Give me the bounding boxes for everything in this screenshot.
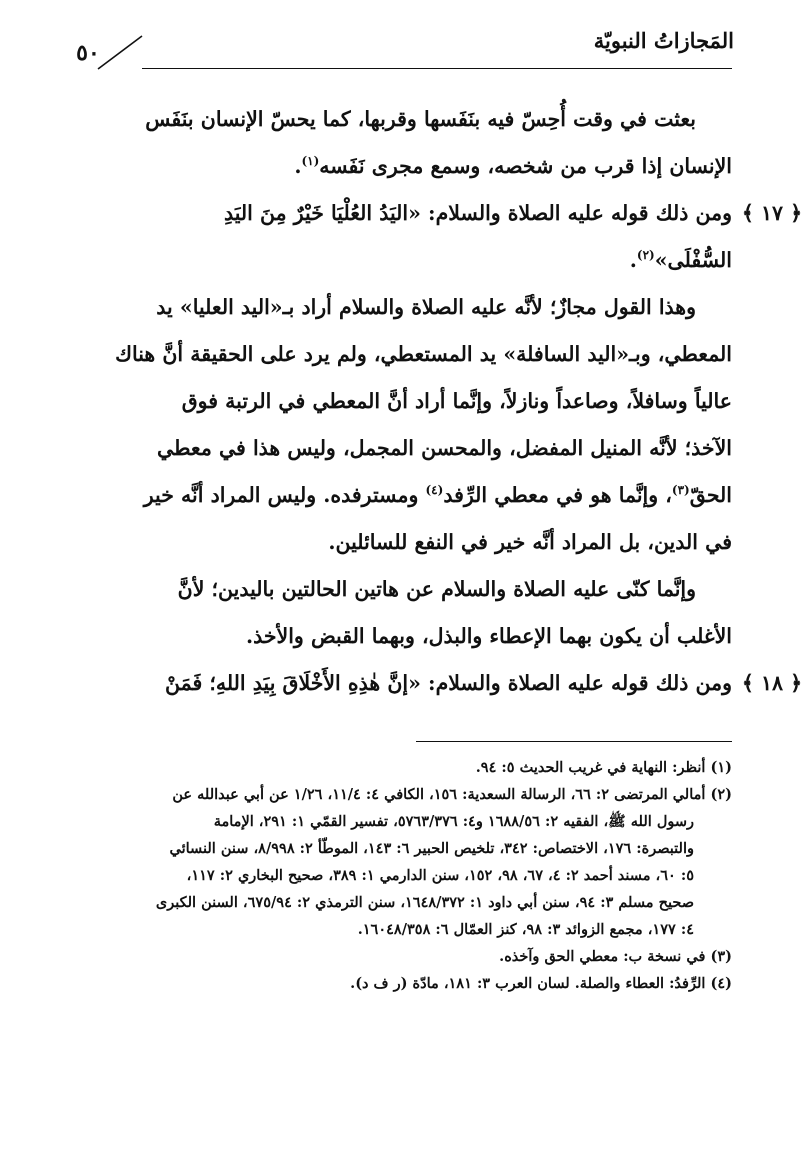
- page-number: ٥٠: [76, 40, 100, 66]
- footnotes: [74, 754, 732, 997]
- text-span: ومسترفده. وليس المراد أنَّه خير: [143, 483, 426, 507]
- text-span: ومن ذلك قوله عليه الصلاة والسلام: «: [408, 201, 732, 225]
- text-span: الإنسان إذا قرب من شخصه، وسمع مجرى نَفَسه: [319, 154, 732, 178]
- text-line: بعثت في وقت أُحِسّ فيه بنَفَسها وقربها، كما يحسّ الإنسان بنَفَس: [145, 107, 696, 131]
- footnote-2-cont: والتبصرة: ١٧٦، الاختصاص: ٣٤٢، تلخيص الحبير ٦: ١٤٣، الموطّأ ٢: ٨/٩٩٨، سنن النسائي: [169, 840, 694, 857]
- hadith-item-18: [80, 660, 803, 707]
- text-span: .: [294, 154, 302, 178]
- text-span: الحقّ: [689, 483, 732, 507]
- text-line: وهذا القول مجازٌ؛ لأنَّه عليه الصلاة والسلام أراد بـ«اليد العليا» يد: [156, 295, 696, 319]
- text-span: »: [654, 248, 668, 272]
- item-number: ﴿ ١٨ ﴾: [741, 671, 803, 695]
- text-line: [80, 190, 732, 237]
- text-span: ، وإنَّما هو في معطي الرِّفد: [443, 483, 672, 507]
- running-title: المَجازاتُ النبويّة: [593, 28, 734, 53]
- footnote-3: (٣) في نسخة ب: معطي الحق وآخذه.: [499, 948, 732, 965]
- footnote-1: (١) أنظر: النهاية في غريب الحديث ٥: ٩٤.: [475, 759, 732, 776]
- hadith-item-17: [80, 190, 803, 284]
- footnote-rule: [416, 741, 732, 742]
- text-line: عالياً وسافلاً، وصاعداً ونازلاً، وإنَّما أراد أنَّ المعطي في الرتبة فوق: [181, 389, 732, 413]
- header-rule: [142, 68, 732, 69]
- footnote-ref[interactable]: (٢): [636, 248, 655, 263]
- hadith-text: إنَّ هٰذِهِ الأَخْلَاقَ بِيَدِ اللهِ؛ فَمَنْ: [165, 671, 409, 695]
- hadith-text: السُّفْلَى: [667, 248, 732, 272]
- footnote-2-cont: رسول الله ﷺ، الفقيه ٢: ١٦٨٨/٥٦ و٤: ٥٧٦٣/٣٧٦، تفسير القمّي ١: ٢٩١، الإمامة: [213, 813, 694, 830]
- footnote-4: (٤) الرِّفدُ: العطاء والصلة. لسان العرب ٣: ١٨١، مادّة (ر ف د).: [350, 975, 732, 992]
- text-line: وإنَّما كنّى عليه الصلاة والسلام عن هاتين الحالتين باليدين؛ لأنَّ: [177, 577, 696, 601]
- text-line: الآخذ؛ لأنَّه المنيل المفضل، والمحسن المجمل، وليس هذا في معطي: [157, 436, 732, 460]
- text-line: في الدين، بل المراد أنَّه خير في النفع للسائلين.: [328, 530, 732, 554]
- footnote-ref[interactable]: (١): [301, 154, 320, 169]
- text-line: المعطي، وبـ«اليد السافلة» يد المستعطي، ولم يرد على الحقيقة أنَّ هناك: [115, 342, 732, 366]
- text-line: الأغلب أن يكون بهما الإعطاء والبذل، وبهما القبض والأخذ.: [245, 624, 732, 648]
- footnote-2-cont: ٥: ٦٠، مسند أحمد ٢: ٤، ٦٧، ٩٨، ١٥٢، سنن الدارمي ١: ٣٨٩، صحيح البخاري ٢: ١١٧،: [186, 867, 694, 884]
- text-line: [80, 660, 732, 707]
- footnote-ref[interactable]: (٣): [671, 483, 690, 498]
- item-number: ﴿ ١٧ ﴾: [741, 201, 803, 225]
- footnote-2-cont: صحيح مسلم ٣: ٩٤، سنن أبي داود ١: ١٦٤٨/٣٧٢، سنن الترمذي ٢: ٦٧٥/٩٤، السنن الكبرى: [155, 894, 694, 911]
- footnote-2-cont: ٤: ١٧٧، مجمع الزوائد ٣: ٩٨، كنز العمّال ٦: ١٦٠٤٨/٣٥٨.: [357, 921, 694, 938]
- main-text: [80, 96, 803, 707]
- text-span: .: [629, 248, 637, 272]
- hadith-text: اليَدُ العُلْيَا خَيْرٌ مِنَ اليَدِ: [223, 201, 409, 225]
- text-line: [80, 237, 732, 284]
- footnote-ref[interactable]: (٤): [425, 483, 444, 498]
- footnote-2: (٢) أمالي المرتضى ٢: ٦٦، الرسالة السعدية: ١٥٦، الكافي ٤: ١١/٤، ١/٢٦ عن أبي عبدالله عن: [172, 786, 732, 803]
- text-line: [80, 143, 732, 190]
- text-line: [80, 472, 732, 519]
- text-span: ومن ذلك قوله عليه الصلاة والسلام: «: [408, 671, 732, 695]
